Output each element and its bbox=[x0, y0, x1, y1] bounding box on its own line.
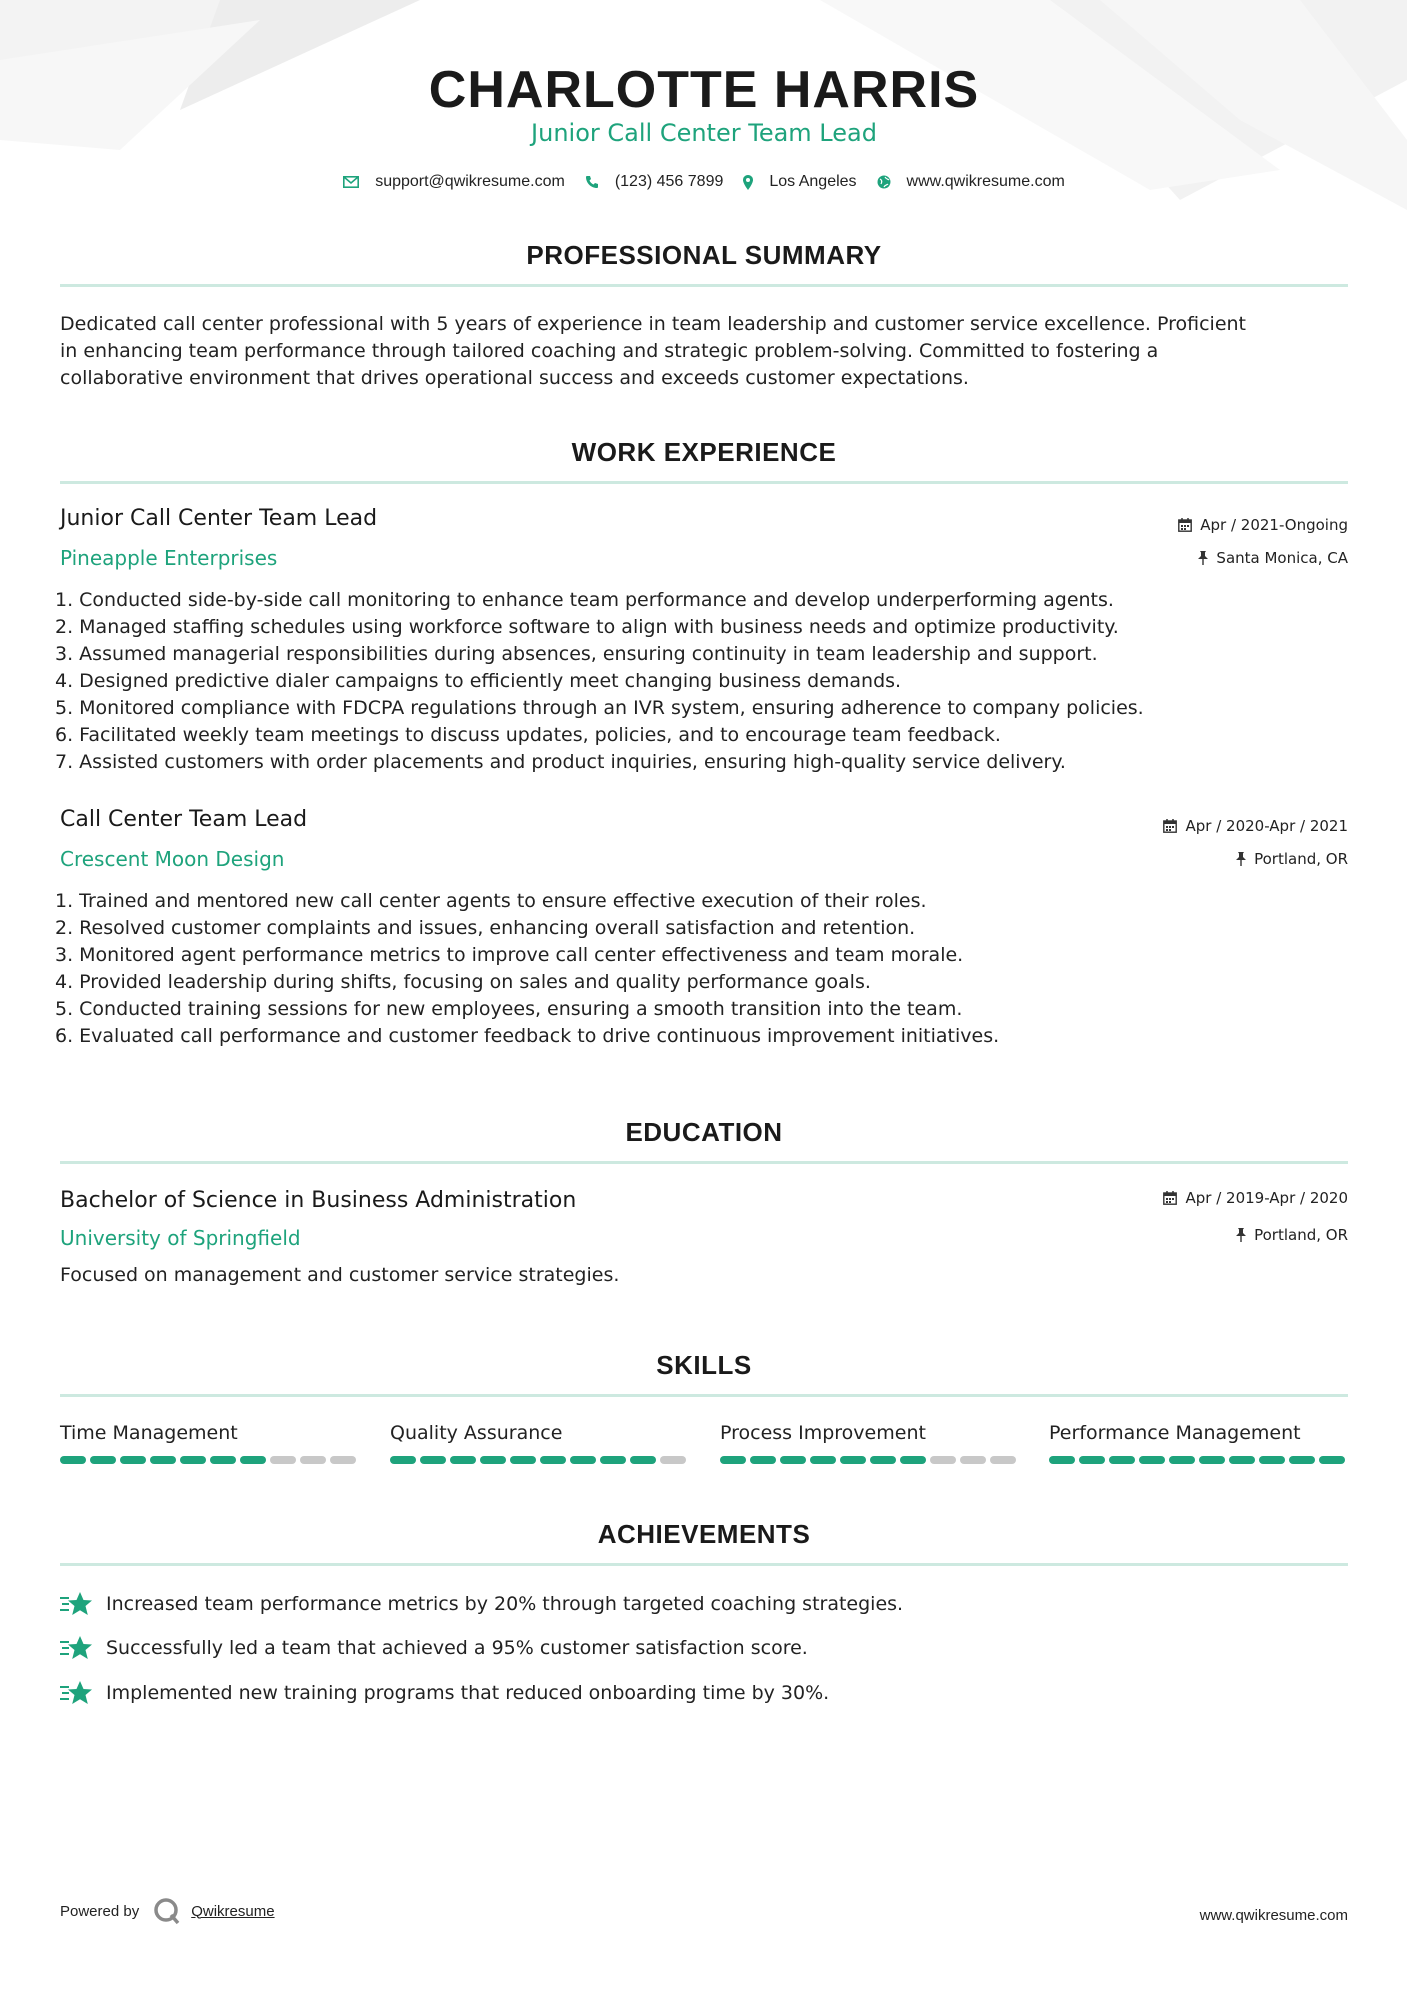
powered-by-label: Powered by bbox=[60, 1902, 140, 1920]
skill-segment-filled bbox=[630, 1456, 656, 1464]
skill-segment-filled bbox=[870, 1456, 896, 1464]
contact-bar bbox=[60, 173, 1348, 191]
skill-segment-filled bbox=[1049, 1456, 1075, 1464]
company-name: Crescent Moon Design bbox=[60, 847, 285, 871]
qwikresume-link[interactable]: Qwikresume bbox=[191, 1902, 275, 1920]
job-title: Call Center Team Lead bbox=[60, 807, 308, 832]
calendar-icon bbox=[1163, 819, 1177, 833]
achievement-item bbox=[60, 1634, 808, 1662]
contact-location-text: Los Angeles bbox=[769, 173, 857, 190]
skill-name: Process Improvement bbox=[720, 1422, 926, 1444]
skill-level-bar bbox=[60, 1456, 360, 1464]
education-description: Focused on management and customer service strategies. bbox=[60, 1264, 620, 1286]
footer-website[interactable]: www.qwikresume.com bbox=[1199, 1907, 1348, 1924]
calendar-icon bbox=[1163, 1191, 1177, 1205]
skill-segment-filled bbox=[240, 1456, 266, 1464]
star-icon bbox=[60, 1590, 94, 1618]
job-dates bbox=[1178, 516, 1348, 534]
list-item: 4. Provided leadership during shifts, focusing on sales and quality performance goals. bbox=[55, 971, 871, 993]
skill-segment-empty bbox=[300, 1456, 326, 1464]
section-divider bbox=[60, 284, 1348, 287]
skill-segment-filled bbox=[1139, 1456, 1165, 1464]
job-dates-text: Apr / 2021-Ongoing bbox=[1200, 516, 1348, 534]
contact-email-text: support@qwikresume.com bbox=[375, 173, 565, 190]
job-dates bbox=[1163, 817, 1348, 835]
skill-segment-filled bbox=[720, 1456, 746, 1464]
list-item: 6. Evaluated call performance and customer feedback to drive continuous improvement initiatives. bbox=[55, 1025, 1000, 1047]
skill-segment-filled bbox=[1289, 1456, 1315, 1464]
list-item: 3. Monitored agent performance metrics to improve call center effectiveness and team morale. bbox=[55, 944, 964, 966]
skill-segment-filled bbox=[210, 1456, 236, 1464]
degree-title: Bachelor of Science in Business Administration bbox=[60, 1188, 577, 1213]
skill-segment-empty bbox=[960, 1456, 986, 1464]
phone-icon bbox=[585, 175, 599, 189]
skill-segment-filled bbox=[1259, 1456, 1285, 1464]
education-location-text: Portland, OR bbox=[1254, 1226, 1348, 1244]
achievement-text: Implemented new training programs that reduced onboarding time by 30%. bbox=[106, 1682, 830, 1704]
list-item: 2. Resolved customer complaints and issues, enhancing overall satisfaction and retention. bbox=[55, 917, 916, 939]
skill-segment-filled bbox=[120, 1456, 146, 1464]
education-location bbox=[1236, 1226, 1348, 1244]
contact-website[interactable] bbox=[877, 173, 1065, 191]
job-location bbox=[1236, 850, 1348, 868]
list-item: 1. Trained and mentored new call center agents to ensure effective execution of their roles. bbox=[55, 890, 927, 912]
job-bullets bbox=[55, 888, 1345, 1050]
skill-segment-filled bbox=[810, 1456, 836, 1464]
summary-line: collaborative environment that drives operational success and exceeds customer expectations. bbox=[60, 367, 969, 389]
pushpin-icon bbox=[1198, 551, 1208, 565]
achievements-heading: ACHIEVEMENTS bbox=[597, 1519, 811, 1549]
skill-segment-filled bbox=[600, 1456, 626, 1464]
list-item: 5. Monitored compliance with FDCPA regulations through an IVR system, ensuring adherence to company policies. bbox=[55, 697, 1144, 719]
skill-segment-filled bbox=[420, 1456, 446, 1464]
skills-heading: SKILLS bbox=[656, 1350, 752, 1380]
skill-segment-filled bbox=[1229, 1456, 1255, 1464]
skill-segment-filled bbox=[450, 1456, 476, 1464]
contact-phone[interactable] bbox=[585, 173, 724, 191]
skill-segment-empty bbox=[330, 1456, 356, 1464]
footer-powered-by bbox=[60, 1897, 275, 1925]
skill-level-bar bbox=[720, 1456, 1020, 1464]
map-marker-icon bbox=[743, 175, 753, 190]
job-location bbox=[1198, 549, 1348, 567]
pushpin-icon bbox=[1236, 852, 1246, 866]
skill-item bbox=[60, 1420, 360, 1464]
education-heading: EDUCATION bbox=[625, 1117, 783, 1147]
skill-segment-filled bbox=[1199, 1456, 1225, 1464]
star-icon bbox=[60, 1679, 94, 1707]
pushpin-icon bbox=[1236, 1228, 1246, 1242]
skill-item bbox=[720, 1420, 1020, 1464]
achievement-text: Increased team performance metrics by 20% through targeted coaching strategies. bbox=[106, 1593, 904, 1615]
company-name: Pineapple Enterprises bbox=[60, 546, 278, 570]
skill-segment-empty bbox=[930, 1456, 956, 1464]
skill-segment-filled bbox=[780, 1456, 806, 1464]
skill-segment-filled bbox=[840, 1456, 866, 1464]
education-dates-text: Apr / 2019-Apr / 2020 bbox=[1185, 1189, 1348, 1207]
candidate-role: Junior Call Center Team Lead bbox=[531, 119, 877, 147]
skill-segment-empty bbox=[990, 1456, 1016, 1464]
achievement-item bbox=[60, 1590, 903, 1618]
skill-segment-empty bbox=[270, 1456, 296, 1464]
list-item: 3. Assumed managerial responsibilities during absences, ensuring continuity in team leadership and support. bbox=[55, 643, 1098, 665]
list-item: 2. Managed staffing schedules using workforce software to align with business needs and optimize productivity. bbox=[55, 616, 1119, 638]
job-location-text: Portland, OR bbox=[1254, 850, 1348, 868]
skill-segment-filled bbox=[900, 1456, 926, 1464]
education-dates bbox=[1163, 1189, 1348, 1207]
skill-item bbox=[390, 1420, 690, 1464]
skill-segment-filled bbox=[510, 1456, 536, 1464]
globe-icon bbox=[877, 175, 891, 189]
list-item: 1. Conducted side-by-side call monitoring to enhance team performance and develop underperforming agents. bbox=[55, 589, 1114, 611]
section-divider bbox=[60, 1394, 1348, 1397]
skill-segment-filled bbox=[480, 1456, 506, 1464]
skill-segment-filled bbox=[570, 1456, 596, 1464]
achievement-item bbox=[60, 1679, 829, 1707]
skill-item bbox=[1049, 1420, 1349, 1464]
achievement-text: Successfully led a team that achieved a 95% customer satisfaction score. bbox=[106, 1637, 808, 1659]
list-item: 6. Facilitated weekly team meetings to discuss updates, policies, and to encourage team feedback. bbox=[55, 724, 1001, 746]
skill-segment-filled bbox=[390, 1456, 416, 1464]
skill-segment-filled bbox=[60, 1456, 86, 1464]
summary-line: in enhancing team performance through tailored coaching and strategic problem-solving. Committed to fostering a bbox=[60, 340, 1159, 362]
job-title: Junior Call Center Team Lead bbox=[60, 506, 378, 531]
job-bullets bbox=[55, 587, 1345, 776]
list-item: 5. Conducted training sessions for new employees, ensuring a smooth transition into the team. bbox=[55, 998, 963, 1020]
skill-segment-empty bbox=[660, 1456, 686, 1464]
list-item: 4. Designed predictive dialer campaigns to efficiently meet changing business demands. bbox=[55, 670, 902, 692]
calendar-icon bbox=[1178, 518, 1192, 532]
skill-level-bar bbox=[390, 1456, 690, 1464]
contact-phone-text: (123) 456 7899 bbox=[614, 173, 724, 190]
skill-segment-filled bbox=[750, 1456, 776, 1464]
skill-name: Performance Management bbox=[1049, 1422, 1301, 1444]
section-divider bbox=[60, 1563, 1348, 1566]
skill-segment-filled bbox=[540, 1456, 566, 1464]
summary-text bbox=[60, 311, 1348, 392]
skill-name: Quality Assurance bbox=[390, 1422, 563, 1444]
contact-email[interactable] bbox=[343, 173, 565, 191]
section-divider bbox=[60, 1161, 1348, 1164]
section-divider bbox=[60, 481, 1348, 484]
skill-segment-filled bbox=[1169, 1456, 1195, 1464]
job-location-text: Santa Monica, CA bbox=[1216, 549, 1348, 567]
summary-line: Dedicated call center professional with 5 years of experience in team leadership and customer service excellence. Proficient bbox=[60, 313, 1247, 335]
contact-website-text: www.qwikresume.com bbox=[906, 173, 1065, 190]
star-icon bbox=[60, 1634, 94, 1662]
skill-segment-filled bbox=[180, 1456, 206, 1464]
skill-name: Time Management bbox=[60, 1422, 238, 1444]
skill-segment-filled bbox=[90, 1456, 116, 1464]
list-item: 7. Assisted customers with order placements and product inquiries, ensuring high-quality service delivery. bbox=[55, 751, 1066, 773]
qwikresume-logo-icon bbox=[153, 1897, 181, 1925]
skill-segment-filled bbox=[150, 1456, 176, 1464]
candidate-name: CHARLOTTE HARRIS bbox=[428, 61, 980, 119]
summary-heading: PROFESSIONAL SUMMARY bbox=[526, 240, 882, 270]
school-name: University of Springfield bbox=[60, 1226, 301, 1250]
contact-location bbox=[743, 173, 856, 191]
skill-segment-filled bbox=[1109, 1456, 1135, 1464]
experience-heading: WORK EXPERIENCE bbox=[571, 437, 837, 467]
skill-segment-filled bbox=[1319, 1456, 1345, 1464]
skill-level-bar bbox=[1049, 1456, 1349, 1464]
envelope-icon bbox=[343, 176, 359, 188]
job-dates-text: Apr / 2020-Apr / 2021 bbox=[1185, 817, 1348, 835]
skill-segment-filled bbox=[1079, 1456, 1105, 1464]
